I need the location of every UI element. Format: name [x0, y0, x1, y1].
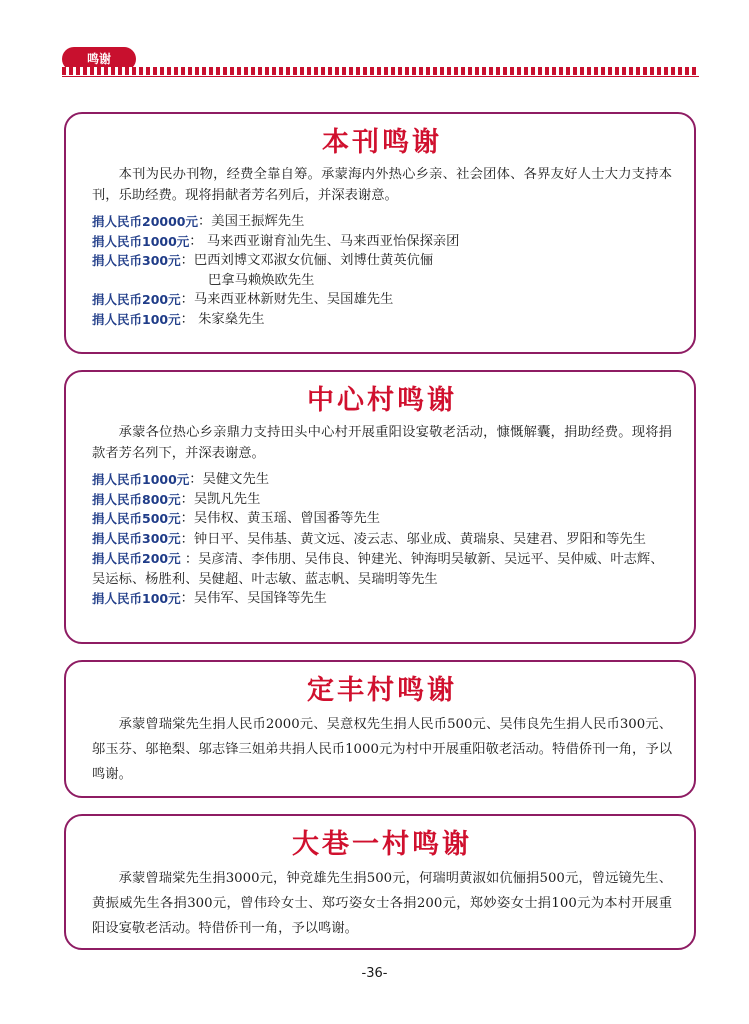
donation-list [92, 470, 672, 609]
box-intro: 本刊为民办刊物，经费全靠自筹。承蒙海内外热心乡亲、社会团体、各界友好人士大力支持本刊，乐助经费。现将捐献者芳名列后，并深表谢意。 [92, 167, 672, 203]
box-title: 中心村鸣谢 [307, 385, 457, 416]
donation-row: 捐人民币1000元 ：吴健文先生 [92, 472, 270, 487]
acknowledgement-box-journal [64, 112, 696, 354]
donation-row: 捐人民币100元 ： 朱家燊先生 [92, 311, 265, 327]
donation-row: 捐人民币300元：钟日平、吴伟基、黄文远、凌云志、邬业成、黄瑞泉、吴建君、罗阳和等先生 [92, 530, 646, 547]
acknowledgement-box-dingfeng-village [64, 660, 696, 798]
box-intro: 承蒙各位热心乡亲鼎力支持田头中心村开展重阳设宴敬老活动，慷慨解囊，捐助经费。现将捐款者芳名列下，并深表谢意。 [92, 425, 672, 461]
box-intro: 承蒙曾瑞棠先生捐3000元，钟竞雄先生捐500元，何瑞明黄淑如伉俪捐500元，曾远镜先生、黄振威先生各捐300元，曾伟玲女士、郑巧姿女士各捐200元，郑妙姿女士捐100元为本村开展重阳设宴敬老活动。特借侨刊一角，予以鸣谢。 [92, 871, 672, 936]
header-divider [62, 67, 699, 75]
acknowledgement-box-central-village [64, 370, 696, 644]
donation-row: 捐人民币1000元 ： 马来西亚谢育汕先生、马来西亚怡保探亲团 [92, 233, 460, 249]
page-number: -36- [361, 966, 388, 981]
donation-row: 捐人民币500元 ：吴伟权、黄玉瑶、曾国番等先生 [92, 511, 381, 526]
donation-row: 捐人民币20000元 ：美国王振辉先生 [92, 214, 305, 229]
acknowledgement-box-daxiang-village [64, 814, 696, 950]
box-title: 本刊鸣谢 [322, 127, 442, 158]
section-tag: 鸣谢 [62, 47, 136, 71]
donation-row: 捐人民币800元 ：吴凯凡先生 [92, 491, 261, 507]
donation-row: 捐人民币200元 ：吴彦清、李伟朋、吴伟良、钟建光、钟海明吴敏新、吴远平、吴仲威、叶志辉、吴运标、杨胜利、吴健超、叶志敏、蓝志帆、吴瑞明等先生 [92, 551, 664, 587]
donation-row: 捐人民币200元 ：马来西亚林新财先生、吴国雄先生 [92, 292, 394, 307]
box-title: 定丰村鸣谢 [307, 675, 457, 706]
box-title: 大巷一村鸣谢 [292, 829, 472, 860]
donation-list [92, 212, 672, 329]
header-divider-line [62, 76, 699, 77]
donation-row-continued: 巴拿马赖焕欧先生 [208, 272, 315, 288]
donation-row: 捐人民币100元 ：吴伟军、吴国锋等先生 [92, 591, 327, 606]
donation-row: 捐人民币300元 ：巴西刘博文邓淑女伉俪、刘博仕黄英伉俪 [92, 253, 434, 268]
box-intro: 承蒙曾瑞棠先生捐人民币2000元、吴意权先生捐人民币500元、吴伟良先生捐人民币300元、邬玉芬、邬艳梨、邬志锋三姐弟共捐人民币1000元为村中开展重阳敬老活动。特借侨刊一角，予以鸣谢。 [92, 717, 672, 782]
